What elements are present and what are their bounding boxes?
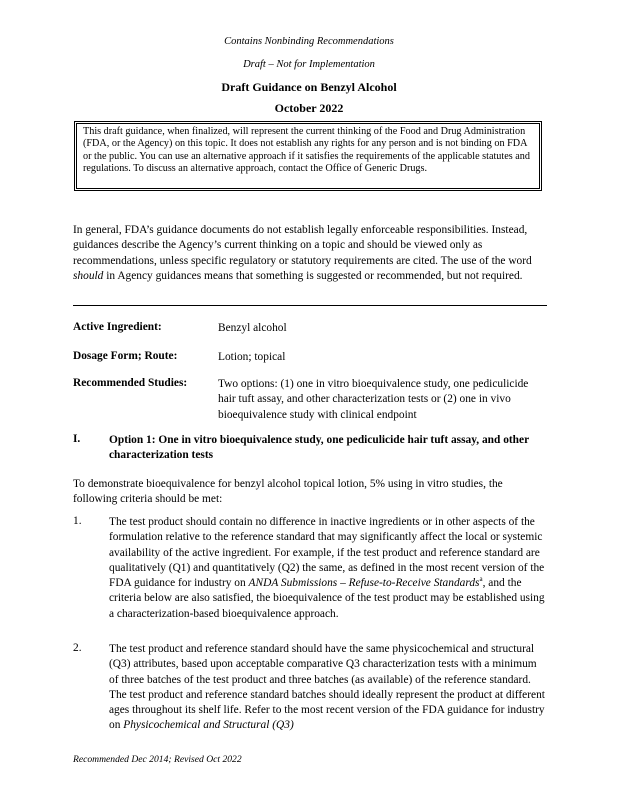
recommended-studies-value: Two options: (1) one in vitro bioequivalence study, one pediculicide hair tuft assay, and other characterization tests or (2) one in vivo bioequivalence study with clinical endpoint bbox=[218, 378, 529, 421]
section-divider bbox=[73, 305, 547, 306]
dosage-form-value: Lotion; topical bbox=[218, 351, 286, 363]
recommended-studies-label: Recommended Studies: bbox=[73, 377, 188, 389]
list-item-text: The test product and reference standard should have the same physicochemical and structural (Q3) attributes, based upon acceptable comparative Q3 characterization tests with a minimum of three batches of the test product and three batches (as available) of the reference standard. The test product and reference standard batches should ideally represent the product at different ages throughout its shelf life. Refer to the most recent version of the FDA guidance for industry on bbox=[109, 643, 545, 732]
section-heading: Option 1: One in vitro bioequivalence study, one pediculicide hair tuft assay, and other characterization tests bbox=[109, 434, 529, 462]
intro-paragraph bbox=[73, 223, 543, 284]
document-date: October 2022 bbox=[274, 101, 344, 115]
active-ingredient-value: Benzyl alcohol bbox=[218, 322, 287, 334]
intro-emphasis: should bbox=[73, 269, 104, 282]
list-item-text: The test product should contain no difference in inactive ingredients or in other aspects of the formulation relative to the reference standard that may significantly affect the local or systemic availability of the active ingredient. For example, if the test product and reference standard are qualitatively (Q1) and quantitatively (Q2) the same, as defined in the most recent version of the FDA guidance for industry on bbox=[109, 516, 545, 590]
list-item bbox=[109, 642, 545, 734]
list-item-text-after: , and the criteria below are also satisfied, the bioequivalence of the test product may be established using a characterization-based bioequivalence approach. bbox=[109, 577, 545, 620]
intro-text-before: In general, FDA’s guidance documents do not establish legally enforceable responsibilities. Instead, guidances describe the Agency’s current thinking on a topic and should be viewed only as recommendations, unless specific regulatory or statutory requirements are cited. The use of the word bbox=[73, 224, 532, 267]
list-item-number: 2. bbox=[73, 642, 82, 654]
disclaimer-box: This draft guidance, when finalized, will represent the current thinking of the Food and Drug Administration (FDA, or the Agency) on this topic. It does not establish any rights for any person and is not binding on FDA or the public. You can use an alternative approach if it satisfies the requirements of the applicable statutes and regulations. To discuss an alternative approach, contact the Office of Generic Drugs. bbox=[74, 121, 542, 191]
intro-text-after: in Agency guidances means that something is suggested or recommended, but not required. bbox=[103, 269, 523, 282]
active-ingredient-label: Active Ingredient: bbox=[73, 321, 162, 333]
guidance-title-reference: ANDA Submissions – Refuse-to-Receive Standards bbox=[248, 577, 480, 590]
nonbinding-header: Contains Nonbinding Recommendations bbox=[224, 36, 394, 47]
guidance-title-reference: Physicochemical and Structural (Q3) bbox=[123, 719, 294, 732]
draft-header: Draft – Not for Implementation bbox=[243, 59, 375, 70]
footnote-marker: a bbox=[479, 575, 483, 584]
revision-footer: Recommended Dec 2014; Revised Oct 2022 bbox=[73, 754, 242, 765]
section-number: I. bbox=[73, 433, 81, 445]
list-item bbox=[109, 515, 545, 622]
list-item-number: 1. bbox=[73, 515, 82, 527]
section-lead-paragraph: To demonstrate bioequivalence for benzyl alcohol topical lotion, 5% using in vitro studies, the following criteria should be met: bbox=[73, 478, 503, 506]
dosage-form-label: Dosage Form; Route: bbox=[73, 350, 178, 362]
document-title: Draft Guidance on Benzyl Alcohol bbox=[221, 80, 397, 94]
